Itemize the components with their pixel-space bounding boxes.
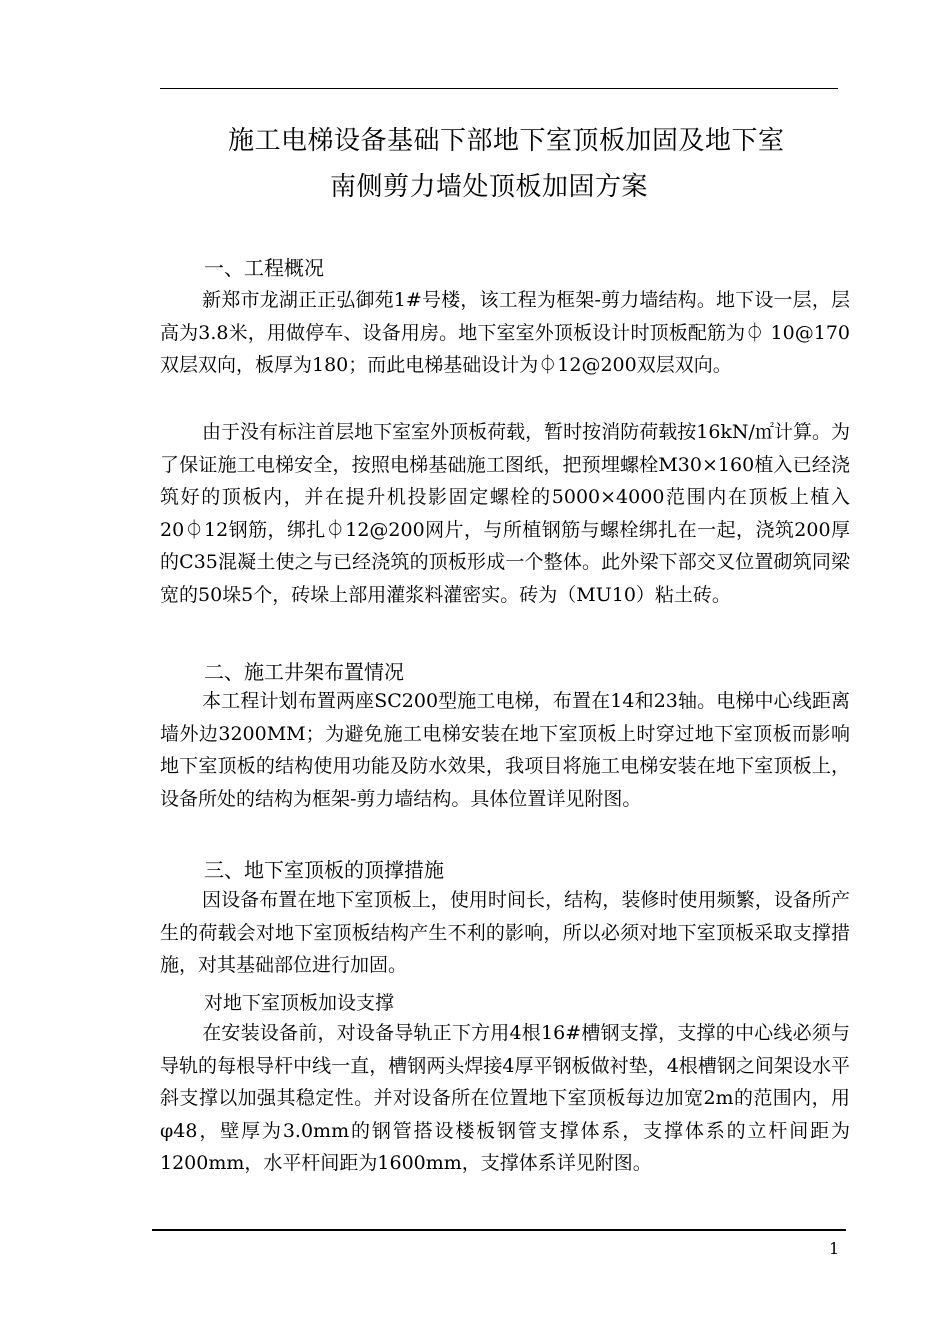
document-title-line-1: 施工电梯设备基础下部地下室顶板加固及地下室 — [228, 126, 785, 156]
footer-rule — [152, 1229, 846, 1231]
section-1-paragraph-2-text: 由于没有标注首层地下室室外顶板荷载，暂时按消防荷载按16kN/㎡计算。为了保证施工电梯安全，按照电梯基础施工图纸，把预埋螺栓M30×160植入已经浇筑好的顶板内，并在提升机投影固定螺栓的5000×4000范围内在顶板上植入20⏀12钢筋，绑扎⏀12@200网片，与所植钢筋与螺栓绑扎在一起，浇筑200厚的C35混凝土使之与已经浇筑的顶板形成一个整体。此外梁下部交叉位置砌筑同梁宽的50垛5个，砖垛上部用灌浆料灌密实。砖为（MU10）粘土砖。 — [160, 421, 850, 606]
page-number: 1 — [829, 1239, 840, 1258]
section-1-paragraph-1 — [160, 284, 850, 382]
section-2-heading: 二、施工井架布置情况 — [204, 660, 404, 684]
header-rule — [160, 88, 838, 89]
section-3-subheading: 对地下室顶板加设支撑 — [204, 992, 395, 1014]
section-1-paragraph-2 — [160, 416, 850, 612]
section-3-heading: 三、地下室顶板的顶撑措施 — [204, 858, 444, 882]
section-2-paragraph-1-text: 本工程计划布置两座SC200型施工电梯，布置在14和23轴。电梯中心线距离墙外边3200MM；为避免施工电梯安装在地下室顶板上时穿过地下室顶板而影响地下室顶板的结构使用功能及防水效果，我项目将施工电梯安装在地下室顶板上，设备所处的结构为框架-剪力墙结构。具体位置详见附图。 — [160, 690, 850, 810]
document-title-line-2: 南侧剪力墙处顶板加固方案 — [330, 172, 649, 202]
section-1-paragraph-1-text: 新郑市龙湖正正弘御苑1#号楼，该工程为框架-剪力墙结构。地下设一层，层高为3.8米，用做停车、设备用房。地下室室外顶板设计时顶板配筋为⏀ 10@170双层双向，板厚为180；而此电梯基础设计为⏀12@200双层双向。 — [160, 289, 850, 377]
section-3-paragraph-1 — [160, 884, 850, 982]
section-3-paragraph-2 — [160, 1017, 850, 1180]
section-3-paragraph-1-text: 因设备布置在地下室顶板上，使用时间长，结构，装修时使用频繁，设备所产生的荷载会对地下室顶板结构产生不利的影响，所以必须对地下室顶板采取支撑措施，对其基础部位进行加固。 — [160, 889, 850, 977]
section-2-paragraph-1 — [160, 685, 850, 815]
section-3-paragraph-2-text: 在安装设备前，对设备导轨正下方用4根16#槽钢支撑，支撑的中心线必须与导轨的每根导杆中线一直，槽钢两头焊接4厚平钢板做衬垫，4根槽钢之间架设水平斜支撑以加强其稳定性。并对设备所在位置地下室顶板每边加宽2m的范围内，用φ48，壁厚为3.0mm的钢管搭设楼板钢管支撑体系，支撑体系的立杆间距为1200mm，水平杆间距为1600mm，支撑体系详见附图。 — [160, 1022, 850, 1175]
section-1-heading: 一、工程概况 — [204, 256, 324, 280]
